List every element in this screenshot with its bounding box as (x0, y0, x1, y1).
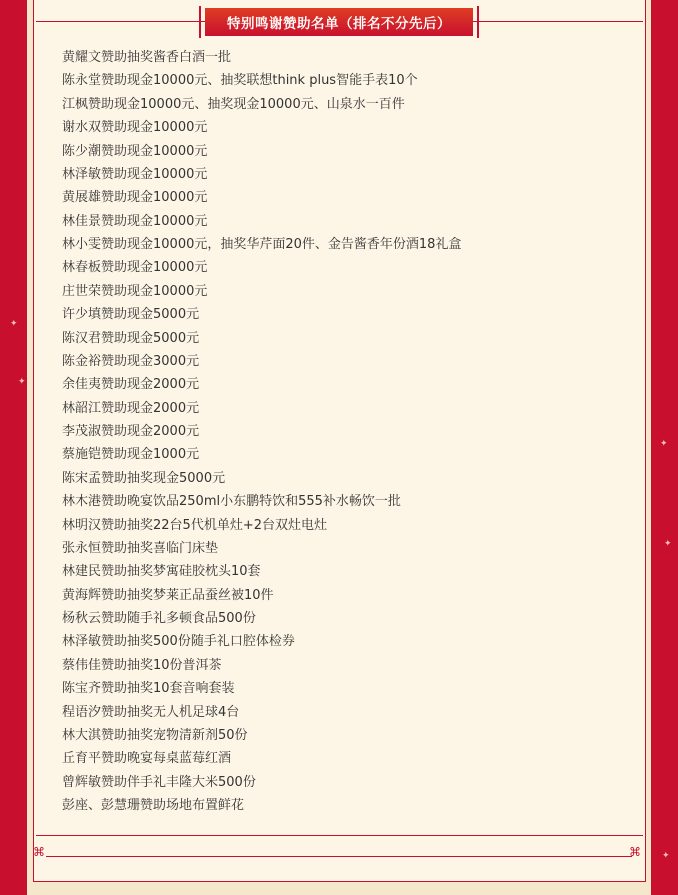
sponsor-item: 林建民赞助抽奖梦寓硅胶枕头10套 (62, 564, 261, 580)
sponsor-item: 蔡施铠赞助现金1000元 (62, 447, 200, 463)
sponsor-item: 林大淇赞助抽奖宠物清新剂50份 (62, 727, 248, 743)
sponsor-item: 陈金裕赞助现金3000元 (62, 353, 200, 369)
sponsor-item: 谢水双赞助现金10000元 (62, 120, 208, 136)
corner-ornament-icon: ⌘ (629, 845, 641, 859)
panel-bottom-rule (36, 835, 643, 836)
title-banner (205, 8, 473, 36)
sponsor-item: 黄展雄赞助现金10000元 (62, 190, 208, 206)
sponsor-item: 陈少潮赞助现金10000元 (62, 143, 208, 159)
sparkle-icon: ✦ (664, 539, 672, 549)
sponsor-item: 林佳景赞助现金10000元 (62, 213, 208, 229)
sparkle-icon: ✦ (18, 377, 26, 387)
sponsor-item: 曾辉敏赞助伴手礼丰隆大米500份 (62, 774, 256, 790)
sponsor-item: 张永恒赞助抽奖喜临门床垫 (62, 540, 219, 556)
sponsor-item: 余佳夷赞助现金2000元 (62, 377, 200, 393)
sponsor-item: 林韶江赞助现金2000元 (62, 400, 200, 416)
sponsor-item: 许少填赞助现金5000元 (62, 307, 200, 323)
sponsor-item: 林木港赞助晚宴饮品250ml小东鹏特饮和555补水畅饮一批 (62, 494, 401, 510)
sponsor-item: 林明汉赞助抽奖22台5代机单灶+2台双灶电灶 (62, 517, 327, 533)
sponsor-item: 林小雯赞助现金10000元，抽奖华芹面20件、金告酱香年份酒18礼盒 (62, 237, 462, 252)
sponsor-item: 庄世荣赞助现金10000元 (62, 283, 208, 299)
sponsor-item: 陈宋孟赞助抽奖现金5000元 (62, 470, 226, 486)
sponsor-item: 程语汐赞助抽奖无人机足球4台 (62, 704, 240, 720)
sparkle-icon: ✦ (662, 851, 670, 861)
sponsor-item: 蔡伟佳赞助抽奖10份普洱茶 (62, 657, 222, 673)
page-title: 特别鸣谢赞助名单（排名不分先后） (227, 16, 451, 32)
sponsor-item: 江枫赞助现金10000元、抽奖现金10000元、山泉水一百件 (62, 96, 405, 112)
sponsor-item: 陈宝齐赞助抽奖10套音响套装 (62, 681, 235, 697)
sponsor-item: 李茂淑赞助现金2000元 (62, 424, 200, 439)
sponsor-item: 林泽敏赞助抽奖500份随手礼口腔体检券 (62, 634, 295, 650)
corner-ornament-icon: ⌘ (33, 845, 45, 859)
sparkle-icon: ✦ (660, 439, 668, 449)
sponsor-item: 杨秋云赞助随手礼多顿食品500份 (62, 611, 256, 626)
sponsor-item: 彭座、彭慧珊赞助场地布置鲜花 (62, 798, 245, 813)
sponsor-list (62, 46, 461, 817)
footer-rule (46, 856, 632, 857)
sponsor-item: 陈汉君赞助现金5000元 (62, 330, 200, 346)
sponsor-item: 林春板赞助现金10000元 (62, 260, 208, 276)
sponsor-item: 陈永堂赞助现金10000元、抽奖联想think plus智能手表10个 (62, 73, 418, 89)
sponsor-item: 黄海辉赞助抽奖梦莱正品蚕丝被10件 (62, 587, 274, 603)
sponsor-item: 丘育平赞助晚宴每桌蓝莓红酒 (62, 751, 232, 767)
sponsor-item: 黄耀文赞助抽奖酱香白酒一批 (62, 50, 232, 65)
sparkle-icon: ✦ (10, 319, 18, 329)
sponsor-item: 林泽敏赞助现金10000元 (62, 166, 208, 182)
